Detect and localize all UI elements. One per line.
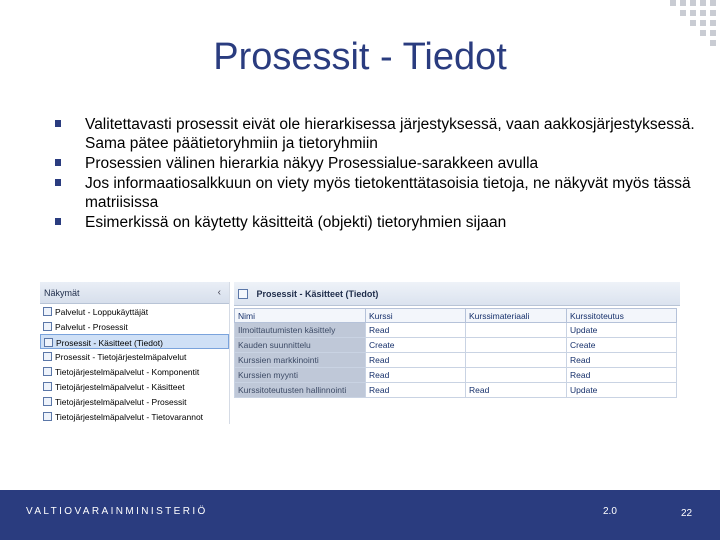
bullet-item (55, 174, 695, 212)
table-row (235, 368, 677, 383)
table-cell[interactable]: Read (366, 353, 466, 368)
row-header-cell[interactable]: Ilmoittautumisten käsittely (235, 323, 366, 338)
bullet-item (55, 154, 695, 173)
matrix-panel-title: Prosessit - Käsitteet (Tiedot) (256, 289, 379, 299)
bullet-text: Valitettavasti prosessit eivät ole hierarkisessa järjestyksessä, vaan aakkosjärjestyksessä. Sama pätee päätietoryhmiin ja tietoryhmiin (85, 116, 695, 152)
view-icon (44, 338, 53, 347)
square-bullet-icon (55, 179, 61, 186)
row-header-cell[interactable]: Kauden suunnittelu (235, 338, 366, 353)
table-cell[interactable]: Read (567, 353, 677, 368)
row-header-cell[interactable]: Kurssien myynti (235, 368, 366, 383)
matrix-panel (234, 282, 680, 424)
matrix-panel-header (234, 282, 680, 306)
view-item-label: Palvelut - Loppukäyttäjät (55, 307, 149, 317)
table-cell[interactable] (466, 323, 567, 338)
view-item-prosessit-kasitteet[interactable] (40, 334, 229, 349)
bullet-item (55, 213, 695, 232)
row-header-cell[interactable]: Kurssien markkinointi (235, 353, 366, 368)
view-item-label: Palvelut - Prosessit (55, 322, 128, 332)
view-item-label: Tietojärjestelmäpalvelut - Tietovarannot (55, 412, 204, 422)
table-cell[interactable] (466, 353, 567, 368)
views-sidebar-header (40, 282, 229, 304)
column-header-kurssitoteutus[interactable]: Kurssitoteutus (567, 309, 677, 323)
table-cell-focused[interactable] (466, 368, 567, 383)
table-cell[interactable]: Read (366, 368, 466, 383)
table-cell[interactable]: Update (567, 323, 677, 338)
version-label: 2.0 (603, 506, 617, 517)
view-icon (43, 382, 52, 391)
table-header-row (235, 309, 677, 323)
view-icon (43, 322, 52, 331)
square-bullet-icon (55, 159, 61, 166)
view-item-label: Tietojärjestelmäpalvelut - Komponentit (55, 367, 200, 377)
square-bullet-icon (55, 218, 61, 225)
row-header-cell[interactable]: Kurssitoteutusten hallinnointi (235, 383, 366, 398)
ministry-logo-text: VALTIOVARAINMINISTERIÖ (26, 506, 208, 517)
view-item-palvelut-loppukayttajat[interactable] (40, 304, 229, 319)
bullet-text: Esimerkissä on käytetty käsitteitä (objekti) tietoryhmien sijaan (85, 214, 507, 231)
view-item-label: Prosessit - Käsitteet (Tiedot) (56, 338, 163, 348)
table-cell[interactable]: Create (366, 338, 466, 353)
table-row (235, 323, 677, 338)
square-bullet-icon (55, 120, 61, 127)
bullet-list (55, 115, 695, 233)
table-cell[interactable]: Read (366, 323, 466, 338)
table-cell[interactable] (466, 338, 567, 353)
table-row (235, 353, 677, 368)
column-header-nimi[interactable]: Nimi (235, 309, 366, 323)
embedded-app-screenshot (40, 282, 680, 424)
chevron-left-icon[interactable]: ‹ (217, 287, 221, 298)
view-icon (43, 397, 52, 406)
views-sidebar-title: Näkymät (44, 288, 80, 298)
views-list (40, 304, 229, 424)
bullet-text: Jos informaatiosalkkuun on viety myös tietokenttätasoisia tietoja, ne näkyvät myös tässä matriisissa (85, 175, 691, 211)
view-icon (43, 307, 52, 316)
view-item-palvelut-prosessit[interactable] (40, 319, 229, 334)
bullet-item (55, 115, 695, 153)
view-item-tjp-tietovarannot[interactable] (40, 409, 229, 424)
column-header-kurssimateriaali[interactable]: Kurssimateriaali (466, 309, 567, 323)
table-cell[interactable]: Read (567, 368, 677, 383)
view-item-label: Tietojärjestelmäpalvelut - Prosessit (55, 397, 187, 407)
table-cell[interactable]: Read (466, 383, 567, 398)
view-item-label: Tietojärjestelmäpalvelut - Käsitteet (55, 382, 185, 392)
view-item-tjp-komponentit[interactable] (40, 364, 229, 379)
table-row (235, 338, 677, 353)
table-row (235, 383, 677, 398)
view-item-tjp-prosessit[interactable] (40, 394, 229, 409)
page-number: 22 (681, 508, 693, 519)
matrix-table (234, 308, 677, 398)
slide-footer (0, 490, 720, 540)
view-item-prosessit-tietojarjestelmapalvelut[interactable] (40, 349, 229, 364)
view-item-label: Prosessit - Tietojärjestelmäpalvelut (55, 352, 187, 362)
table-cell[interactable]: Update (567, 383, 677, 398)
column-header-kurssi[interactable]: Kurssi (366, 309, 466, 323)
bullet-text: Prosessien välinen hierarkia näkyy Prosessialue-sarakkeen avulla (85, 155, 539, 172)
view-icon (43, 352, 52, 361)
views-sidebar (40, 282, 230, 424)
view-icon (43, 412, 52, 421)
table-cell[interactable]: Read (366, 383, 466, 398)
view-icon (43, 367, 52, 376)
table-cell[interactable]: Create (567, 338, 677, 353)
slide-title: Prosessit - Tiedot (213, 36, 507, 78)
view-item-tjp-kasitteet[interactable] (40, 379, 229, 394)
grid-view-icon (238, 289, 248, 299)
